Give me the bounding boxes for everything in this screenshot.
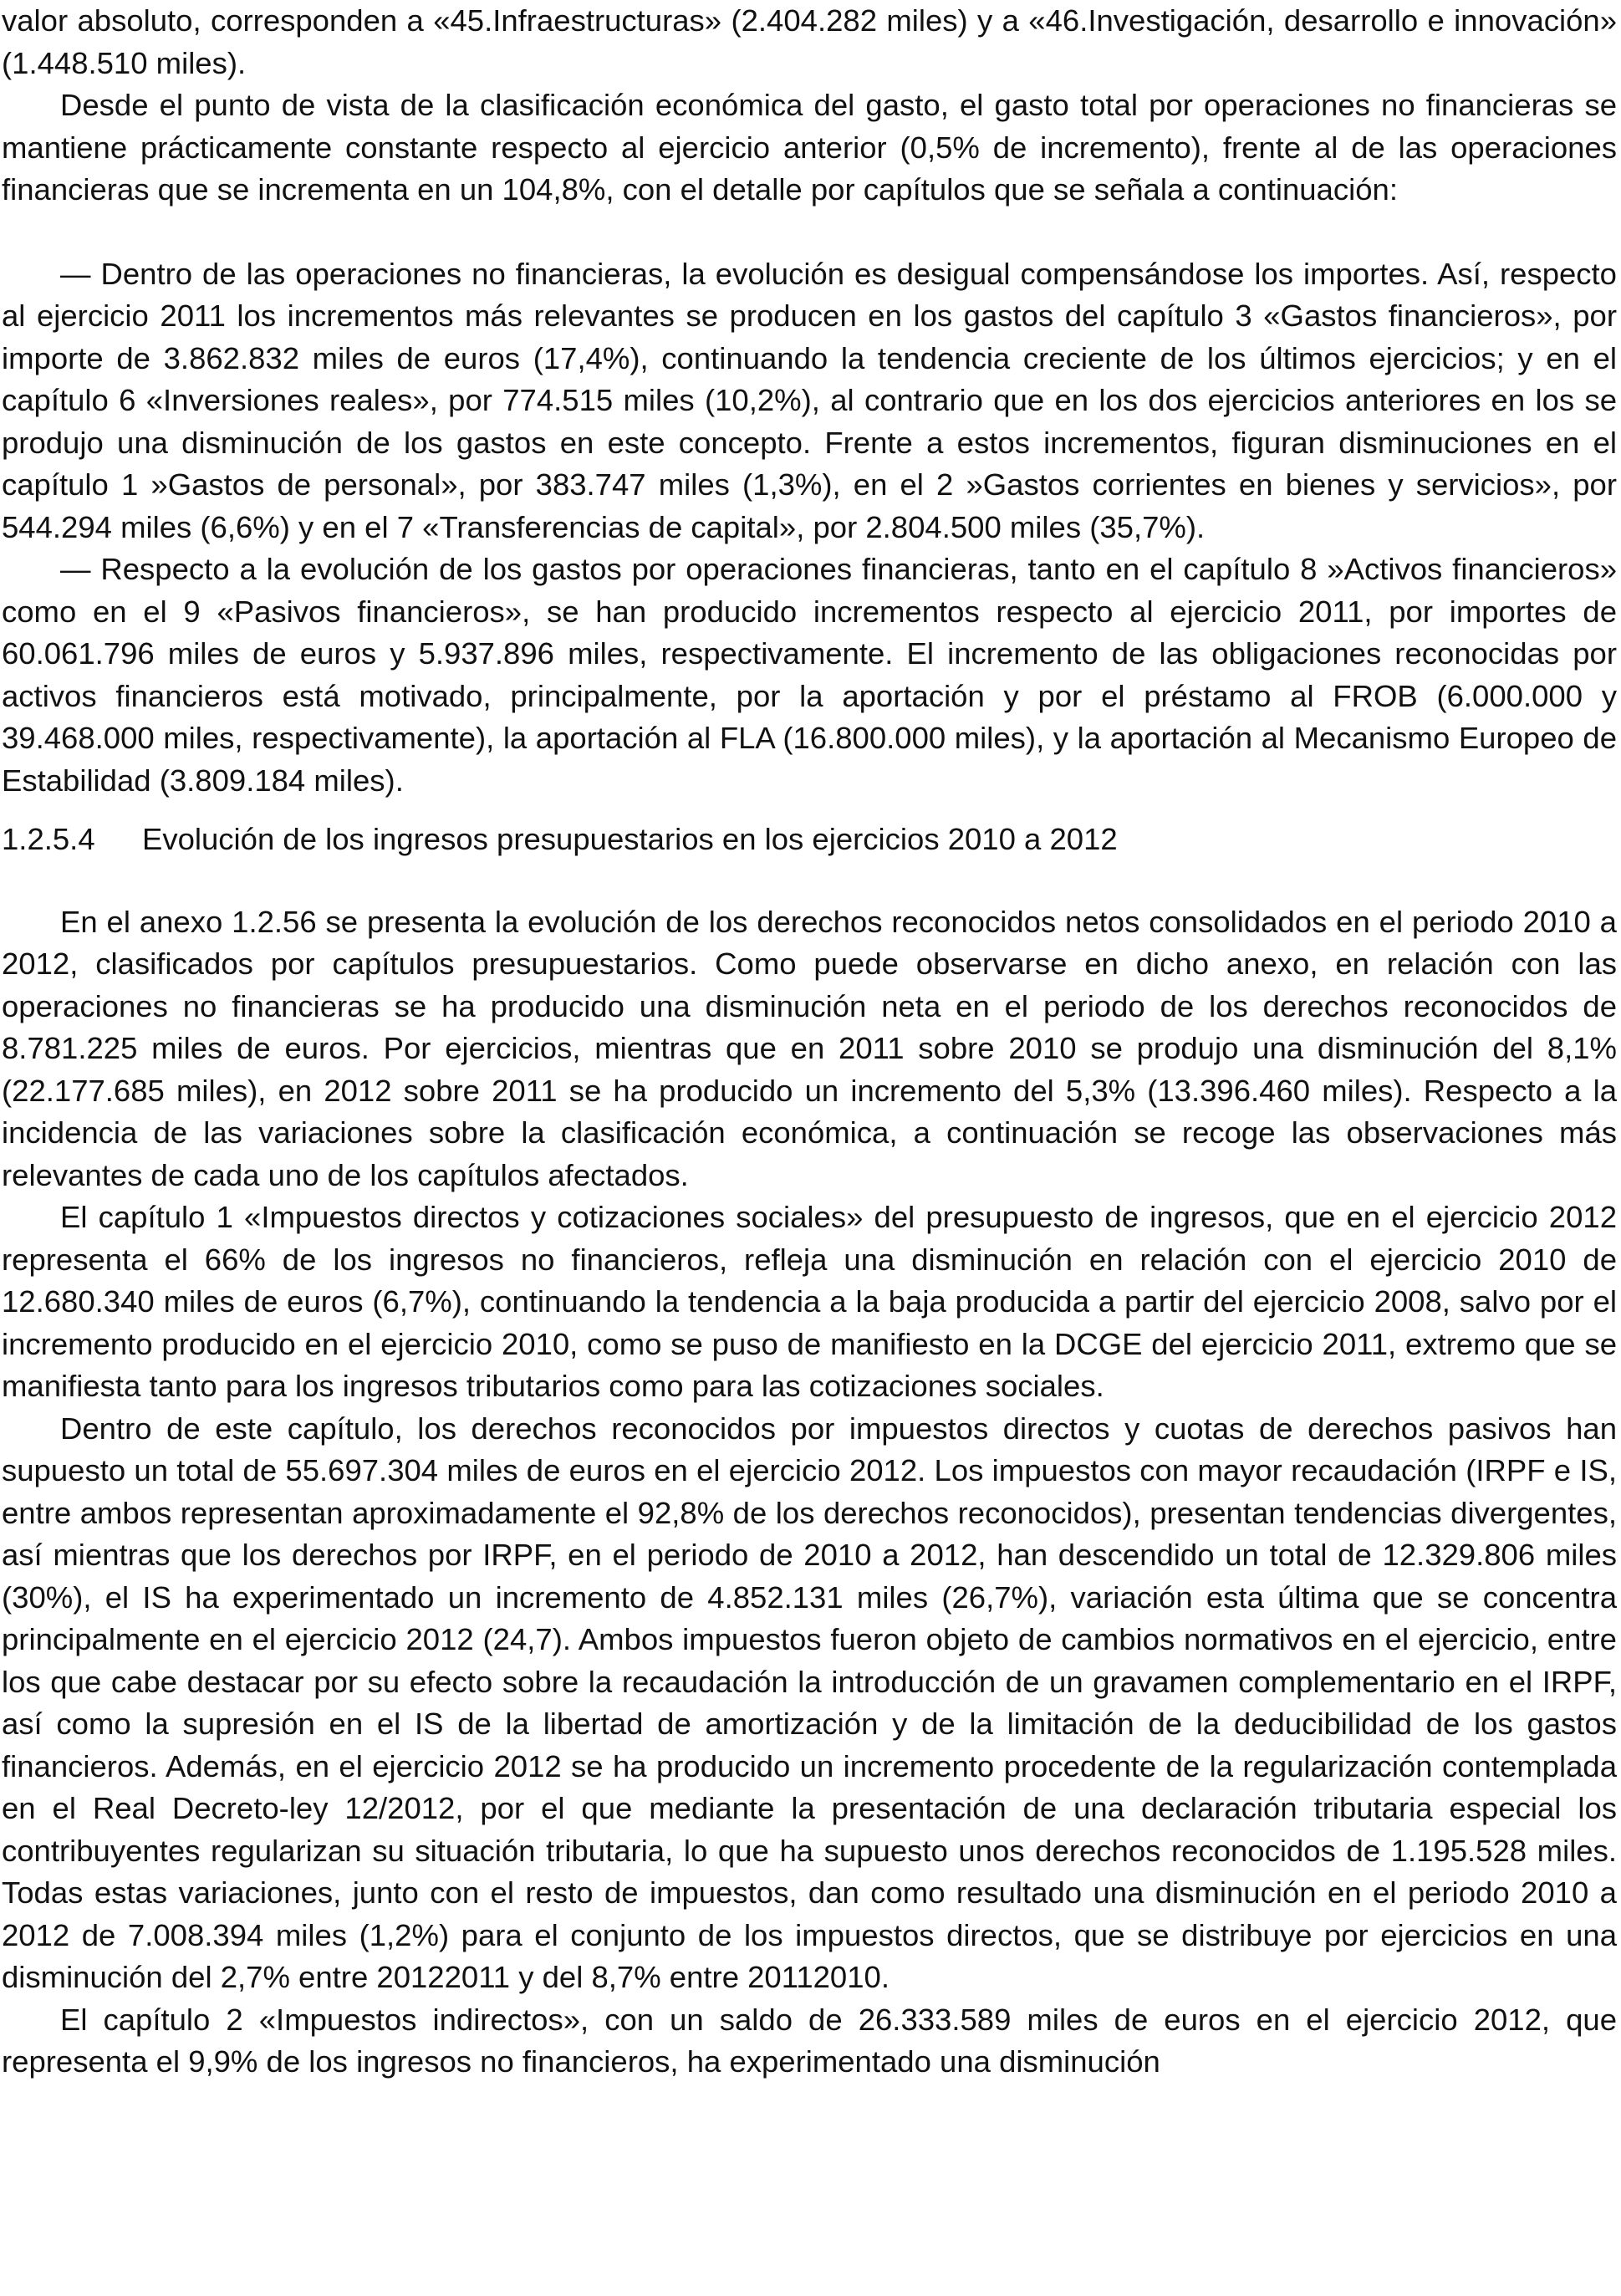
section-title: Evolución de los ingresos presupuestarios en los ejercicios 2010 a 2012 [142,822,1118,856]
dash-item-non-financial: — Dentro de las operaciones no financieras, la evolución es desigual compensándose los importes. Así, respecto al ejercicio 2011 los incrementos más relevantes se producen en los gastos del capítulo 3 «Gastos financieros», por importe de 3.862.832 miles de euros (17,4%), continuando la tendencia creciente de los últimos ejercicios; y en el capítulo 6 «Inversiones reales», por 774.515 miles (10,2%), al contrario que en los dos ejercicios anteriores en los se produjo una disminución de los gastos en este concepto. Frente a estos incrementos, figuran disminuciones en el capítulo 1 »Gastos de personal», por 383.747 miles (1,3%), en el 2 »Gastos corrientes en bienes y servicios», por 544.294 miles (6,6%) y en el 7 «Transferencias de capital», por 2.804.500 miles (35,7%). [2,256,1617,544]
section-heading [2,819,1617,861]
dash-item-financial: — Respecto a la evolución de los gastos por operaciones financieras, tanto en el capítulo 8 »Activos financieros» como en el 9 «Pasivos financieros», se han producido incrementos respecto al ejercicio 2011, por importes de 60.061.796 miles de euros y 5.937.896 miles, respectivamente. El incremento de las obligaciones reconocidas por activos financieros está motivado, principalmente, por la aportación y por el préstamo al FROB (6.000.000 y 39.468.000 miles, respectivamente), la aportación al FLA (16.800.000 miles), y la aportación al Mecanismo Europeo de Estabilidad (3.809.184 miles). [2,552,1617,798]
paragraph-continuation: valor absoluto, corresponden a «45.Infraestructuras» (2.404.282 miles) y a «46.Investigación, desarrollo e innovación» (1.448.510 miles). [2,3,1617,80]
section-number: 1.2.5.4 [2,822,95,856]
paragraph-chapter-1: El capítulo 1 «Impuestos directos y cotizaciones sociales» del presupuesto de ingresos, que en el ejercicio 2012 representa el 66% de los ingresos no financieros, refleja una disminución en relación con el ejercicio 2010 de 12.680.340 miles de euros (6,7%), continuando la tendencia a la baja producida a partir del ejercicio 2008, salvo por el incremento producido en el ejercicio 2010, como se puso de manifiesto en la DCGE del ejercicio 2011, extremo que se manifiesta tanto para los ingresos tributarios como para las cotizaciones sociales. [2,1200,1617,1403]
paragraph-economic-classification: Desde el punto de vista de la clasificación económica del gasto, el gasto total por operaciones no financieras se mantiene prácticamente constante respecto al ejercicio anterior (0,5% de incremento), frente al de las operaciones financieras que se incrementa en un 104,8%, con el detalle por capítulos que se señala a continuación: [2,88,1617,207]
paragraph-annex-evolution: En el anexo 1.2.56 se presenta la evolución de los derechos reconocidos netos consolidados en el periodo 2010 a 2012, clasificados por capítulos presupuestarios. Como puede observarse en dicho anexo, en relación con las operaciones no financieras se ha producido una disminución neta en el periodo de los derechos reconocidos de 8.781.225 miles de euros. Por ejercicios, mientras que en 2011 sobre 2010 se produjo una disminución del 8,1% (22.177.685 miles), en 2012 sobre 2011 se ha producido un incremento del 5,3% (13.396.460 miles). Respecto a la incidencia de las variaciones sobre la clasificación económica, a continuación se recoge las observaciones más relevantes de cada uno de los capítulos afectados. [2,904,1617,1192]
document-page [2,0,1617,2084]
paragraph-chapter-2: El capítulo 2 «Impuestos indirectos», con un saldo de 26.333.589 miles de euros en el ejercicio 2012, que representa el 9,9% de los ingresos no financieros, ha experimentado una disminución [2,2002,1617,2079]
paragraph-direct-taxes: Dentro de este capítulo, los derechos reconocidos por impuestos directos y cuotas de derechos pasivos han supuesto un total de 55.697.304 miles de euros en el ejercicio 2012. Los impuestos con mayor recaudación (IRPF e IS, entre ambos representan aproximadamente el 92,8% de los derechos reconocidos), presentan tendencias divergentes, así mientras que los derechos por IRPF, en el periodo de 2010 a 2012, han descendido un total de 12.329.806 miles (30%), el IS ha experimentado un incremento de 4.852.131 miles (26,7%), variación esta última que se concentra principalmente en el ejercicio 2012 (24,7). Ambos impuestos fueron objeto de cambios normativos en el ejercicio, entre los que cabe destacar por su efecto sobre la recaudación la introducción de un gravamen complementario en el IRPF, así como la supresión en el IS de la libertad de amortización y de la limitación de la deducibilidad de los gastos financieros. Además, en el ejercicio 2012 se ha producido un incremento procedente de la regularización contemplada en el Real Decreto-ley 12/2012, por el que mediante la presentación de una declaración tributaria especial los contribuyentes regularizan su situación tributaria, lo que ha supuesto unos derechos reconocidos de 1.195.528 miles. Todas estas variaciones, junto con el resto de impuestos, dan como resultado una disminución en el periodo 2010 a 2012 de 7.008.394 miles (1,2%) para el conjunto de los impuestos directos, que se distribuye por ejercicios en una disminución del 2,7% entre 20122011 y del 8,7% entre 20112010. [2,1411,1617,1994]
